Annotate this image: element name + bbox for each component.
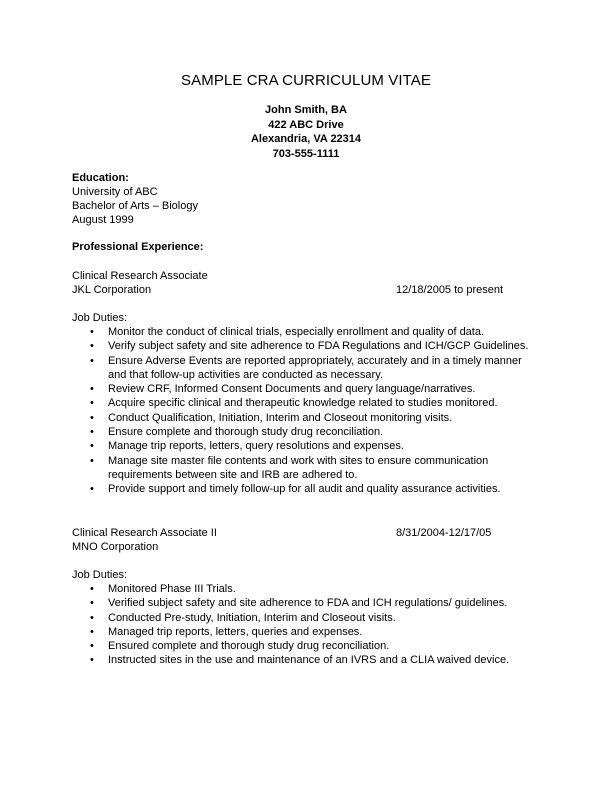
bullet-icon: • [90,340,94,353]
bullet-icon: • [90,483,94,496]
contact-block [0,103,612,161]
duty-item [72,454,538,483]
contact-phone: 703-555-1111 [272,147,340,160]
duty-text: Manage trip reports, letters, query resolutions and expenses. [108,440,404,453]
contact-street: 422 ABC Drive [268,118,344,131]
bullet-icon: • [90,354,94,367]
education-date: August 1999 [72,214,134,226]
duty-text: Ensure complete and thorough study drug reconciliation. [108,426,384,439]
bullet-icon: • [90,383,94,396]
job-duties-label: Job Duties: [72,569,128,581]
job-company: MNO Corporation [72,541,159,553]
job-title-row [72,526,542,540]
job-dates: 12/18/2005 to present [396,284,504,296]
duties-list [72,582,542,668]
duty-text: Acquire specific clinical and therapeutic knowledge related to studies monitored. [108,397,498,410]
job-duties [72,311,542,497]
education-heading: Education: [72,172,129,184]
duty-item [72,425,538,439]
duty-item [72,382,538,396]
duty-text: Manage site master file contents and work with sites to ensure communication requirements between site and IRB are adhered to. [108,454,489,481]
duty-text: Instructed sites in the use and maintenance of an IVRS and a CLIA waived device. [108,654,510,667]
duty-item [72,325,538,339]
job-duties-label: Job Duties: [72,312,128,324]
duty-text: Monitored Phase III Trials. [108,583,236,595]
document-title: SAMPLE CRA CURRICULUM VITAE [181,72,431,89]
duty-item [72,354,538,383]
duty-item [72,625,538,639]
duties-list [72,325,542,497]
duty-text: Monitor the conduct of clinical trials, especially enrollment and quality of data. [108,326,485,338]
bullet-icon: • [90,611,94,624]
duty-text: Conduct Qualification, Initiation, Interim and Closeout monitoring visits. [108,411,453,424]
duty-text: Ensured complete and thorough study drug reconciliation. [108,640,390,653]
duty-item [72,411,538,425]
duty-item [72,582,538,596]
bullet-icon: • [90,440,94,453]
contact-name: John Smith, BA [265,104,347,116]
duty-item [72,596,538,610]
bullet-icon: • [90,583,94,595]
duty-text: Conducted Pre-study, Initiation, Interim and Closeout visits. [108,611,396,624]
contact-city: Alexandria, VA 22314 [250,133,362,145]
duty-text: Ensure Adverse Events are reported appropriately, accurately and in a timely manner and that follow-up activities are conducted as necessary. [108,354,522,381]
job-entry [72,269,542,297]
experience-heading-block [72,240,542,254]
bullet-icon: • [90,426,94,439]
education-degree: Bachelor of Arts – Biology [72,200,198,212]
duty-item [72,611,538,625]
job-duties [72,568,542,668]
duty-item [72,396,538,410]
duty-item [72,439,538,453]
duty-item [72,653,538,667]
duty-text: Verify subject safety and site adherence to FDA Regulations and ICH/GCP Guidelines. [108,340,529,353]
bullet-icon: • [90,597,94,610]
duty-text: Verified subject safety and site adherence to FDA and ICH regulations/ guidelines. [108,597,508,610]
bullet-icon: • [90,625,94,638]
bullet-icon: • [90,411,94,424]
bullet-icon: • [90,640,94,653]
job-dates: 8/31/2004-12/17/05 [396,527,492,539]
job-title: Clinical Research Associate II [72,527,217,539]
experience-heading: Professional Experience: [72,241,204,253]
duty-item [72,639,538,653]
duty-text: Managed trip reports, letters, queries and expenses. [108,625,363,638]
duty-item [72,339,538,353]
duty-text: Provide support and timely follow-up for all audit and quality assurance activities. [108,483,501,496]
bullet-icon: • [90,454,94,467]
job-company-row [72,283,542,297]
job-title: Clinical Research Associate [72,270,208,282]
education-section [72,171,542,227]
bullet-icon: • [90,654,94,667]
job-company: JKL Corporation [72,284,152,296]
duty-item [72,482,538,496]
duty-text: Review CRF, Informed Consent Documents and query language/narratives. [108,383,476,396]
bullet-icon: • [90,326,94,338]
bullet-icon: • [90,397,94,410]
job-entry [72,526,542,554]
education-school: University of ABC [72,186,158,198]
